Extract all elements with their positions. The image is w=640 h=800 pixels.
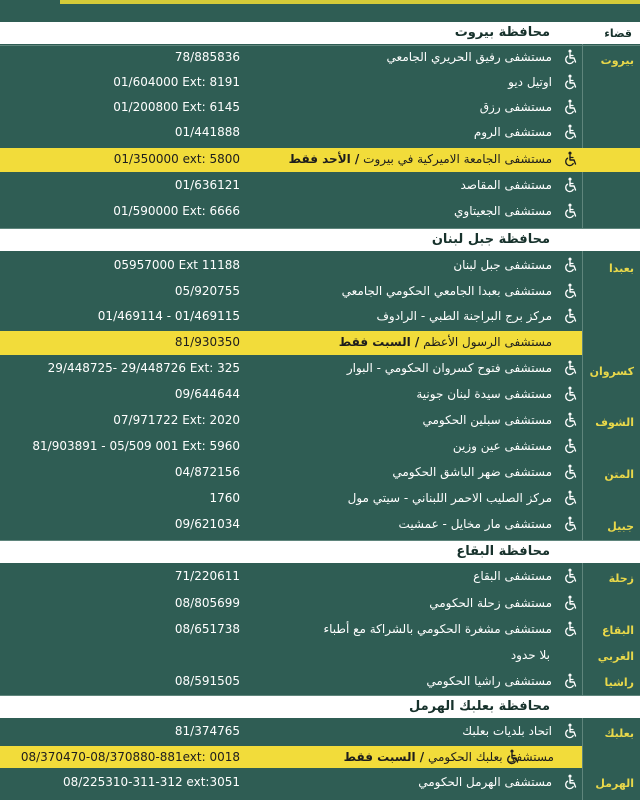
day-note: / الأحد فقط xyxy=(288,152,360,166)
district-label: البقاع xyxy=(602,624,634,637)
phone-number: 04/872156 xyxy=(174,465,240,479)
phone-number: 81/374765 xyxy=(174,724,240,738)
table-row xyxy=(0,409,640,433)
hospital-name xyxy=(344,750,554,764)
hospital-name: مستشفى فتوح كسروان الحكومي - البوار xyxy=(346,361,552,375)
phone-number: 78/885836 xyxy=(174,50,240,64)
table-row xyxy=(0,174,640,198)
top-strip xyxy=(0,0,640,12)
district-column-label: قضاء xyxy=(604,27,632,40)
row-separator xyxy=(0,695,640,696)
table-row xyxy=(0,592,640,616)
phone-number: 09/621034 xyxy=(174,517,240,531)
district-label: راشيا xyxy=(604,676,634,689)
wheelchair-icon xyxy=(562,490,578,506)
wheelchair-icon xyxy=(562,308,578,324)
hospital-name: مستشفى الجعيتاوي xyxy=(454,204,552,218)
wheelchair-icon xyxy=(562,203,578,219)
hospital-name: مستشفى الروم xyxy=(473,125,552,139)
table-row xyxy=(0,771,640,795)
section-header-beirut xyxy=(0,22,640,44)
wheelchair-icon xyxy=(562,412,578,428)
phone-number: 01/636121 xyxy=(174,178,240,192)
table-row xyxy=(0,200,640,224)
district-label: الغربي xyxy=(597,650,634,663)
hospital-name: مستشفى المقاصد xyxy=(460,178,552,192)
wheelchair-icon xyxy=(562,124,578,140)
district-label: كسروان xyxy=(589,365,634,378)
phone-number: 01/469114 - 01/469115 xyxy=(97,309,240,323)
hospital-name: مستشفى عين وزين xyxy=(452,439,552,453)
wheelchair-icon xyxy=(562,74,578,90)
table-row xyxy=(0,513,640,537)
hospital-name-text: مستشفى الرسول الأعظم xyxy=(423,335,552,349)
district-label: الهرمل xyxy=(595,777,634,790)
table-row xyxy=(0,46,640,70)
wheelchair-icon xyxy=(562,621,578,637)
top-highlight-remnant xyxy=(60,0,640,4)
district-label: بيروت xyxy=(600,54,634,67)
hospital-name: مستشفى رفيق الحريري الجامعي xyxy=(386,50,552,64)
table-row xyxy=(0,357,640,381)
hospital-name: مستشفى الهرمل الحكومي xyxy=(418,775,552,789)
hospital-name xyxy=(289,152,552,166)
section-header-baalbek-hermel xyxy=(0,696,640,718)
phone-number: 01/441888 xyxy=(174,125,240,139)
hospital-name: مستشفى زحلة الحكومي xyxy=(429,596,552,610)
table-row-highlighted xyxy=(0,746,582,768)
row-separator xyxy=(0,540,640,541)
hospital-name-text: مستشفى بعلبك الحكومي xyxy=(428,750,554,764)
wheelchair-icon xyxy=(562,774,578,790)
table-row-highlighted xyxy=(0,331,582,355)
hospital-name: مستشفى بعبدا الجامعي الحكومي الجامعي xyxy=(341,284,552,298)
hospital-name: مستشفى رزق xyxy=(479,100,552,114)
phone-number: 1760 xyxy=(209,491,240,505)
wheelchair-icon xyxy=(562,151,578,167)
hospital-name: مستشفى ضهر الباشق الحكومي xyxy=(392,465,552,479)
hospital-name: مستشفى مشغرة الحكومي بالشراكة مع أطباء xyxy=(323,622,552,636)
hospital-name: مركز الصليب الاحمر اللبناني - سيتي مول xyxy=(347,491,552,505)
phone-number: 81/903891 - 05/509 001 Ext: 5960 xyxy=(32,439,240,453)
section-title: محافظة بيروت xyxy=(454,25,550,40)
phone-number: 08/651738 xyxy=(174,622,240,636)
wheelchair-icon xyxy=(562,177,578,193)
phone-number: 08/591505 xyxy=(174,674,240,688)
wheelchair-icon xyxy=(562,257,578,273)
table-row xyxy=(0,644,640,668)
hospital-name xyxy=(339,335,552,349)
phone-number: 01/200800 Ext: 6145 xyxy=(113,100,240,114)
wheelchair-icon xyxy=(562,283,578,299)
phone-number: 05957000 Ext 11188 xyxy=(113,258,240,272)
hospital-name: مستشفى البقاع xyxy=(473,569,552,583)
wheelchair-icon xyxy=(562,595,578,611)
district-label: بعبدا xyxy=(609,262,634,275)
phone-number: 29/448725- 29/448726 Ext: 325 xyxy=(47,361,240,375)
hospital-name: مستشفى راشيا الحكومي xyxy=(426,674,552,688)
hospital-name: مركز برج البراجنة الطبي - الرادوف xyxy=(376,309,552,323)
district-label: جبيل xyxy=(607,520,634,533)
row-separator xyxy=(0,228,640,229)
wheelchair-icon xyxy=(562,360,578,376)
table-row xyxy=(0,121,640,145)
hospital-name: اتحاد بلديات بعلبك xyxy=(462,724,552,738)
hospital-name: بلا حدود xyxy=(510,648,550,662)
row-separator xyxy=(0,45,640,46)
phone-number: 08/805699 xyxy=(174,596,240,610)
wheelchair-icon xyxy=(562,516,578,532)
wheelchair-icon xyxy=(562,723,578,739)
district-label: بعلبك xyxy=(604,727,634,740)
table-row-highlighted xyxy=(0,148,640,172)
table-row xyxy=(0,618,640,642)
hospital-name: مستشفى جبل لبنان xyxy=(453,258,552,272)
table-row xyxy=(0,254,640,278)
table-row xyxy=(0,435,640,459)
district-label: الشوف xyxy=(595,416,634,429)
wheelchair-icon xyxy=(562,49,578,65)
table-row xyxy=(0,96,640,120)
wheelchair-icon xyxy=(562,673,578,689)
phone-number: 07/971722 Ext: 2020 xyxy=(113,413,240,427)
hospital-name: مستشفى سيدة لبنان جونية xyxy=(416,387,552,401)
district-label: المتن xyxy=(604,468,634,481)
hospital-name-text: مستشفى الجامعة الاميركية في بيروت xyxy=(363,152,552,166)
wheelchair-icon xyxy=(562,568,578,584)
day-note: / السبت فقط xyxy=(343,750,425,764)
section-title: محافظة جبل لبنان xyxy=(431,232,550,247)
phone-number: 01/590000 Ext: 6666 xyxy=(113,204,240,218)
table-row xyxy=(0,670,640,694)
phone-number: 81/930350 xyxy=(174,335,240,349)
table-row xyxy=(0,71,640,95)
hospital-name: مستشفى مار مخايل - عمشيت xyxy=(398,517,552,531)
wheelchair-icon xyxy=(562,386,578,402)
phone-number: 08/225310-311-312 ext:3051 xyxy=(63,775,240,789)
wheelchair-icon xyxy=(562,99,578,115)
wheelchair-icon xyxy=(562,464,578,480)
section-title: محافظة بعلبك الهرمل xyxy=(408,699,550,714)
section-title: محافظة البقاع xyxy=(456,544,550,559)
table-row xyxy=(0,280,640,304)
table-row xyxy=(0,461,640,485)
section-header-mount-lebanon xyxy=(0,229,640,251)
table-row xyxy=(0,565,640,589)
phone-number: 71/220611 xyxy=(174,569,240,583)
phone-number: 08/370470-08/370880-881ext: 0018 xyxy=(20,750,240,764)
table-row xyxy=(0,487,640,511)
hospital-name: مستشفى سبلين الحكومي xyxy=(422,413,552,427)
table-row xyxy=(0,383,640,407)
phone-number: 05/920755 xyxy=(174,284,240,298)
phone-number: 09/644644 xyxy=(174,387,240,401)
day-note: / السبت فقط xyxy=(338,335,420,349)
district-label: زحلة xyxy=(608,572,634,585)
phone-number: 01/604000 Ext: 8191 xyxy=(113,75,240,89)
phone-number: 01/350000 ext: 5800 xyxy=(113,152,240,166)
section-header-bekaa xyxy=(0,541,640,563)
table-row xyxy=(0,305,640,329)
table-row xyxy=(0,720,640,744)
hospital-name: اوتيل ديو xyxy=(508,75,552,89)
wheelchair-icon xyxy=(562,438,578,454)
